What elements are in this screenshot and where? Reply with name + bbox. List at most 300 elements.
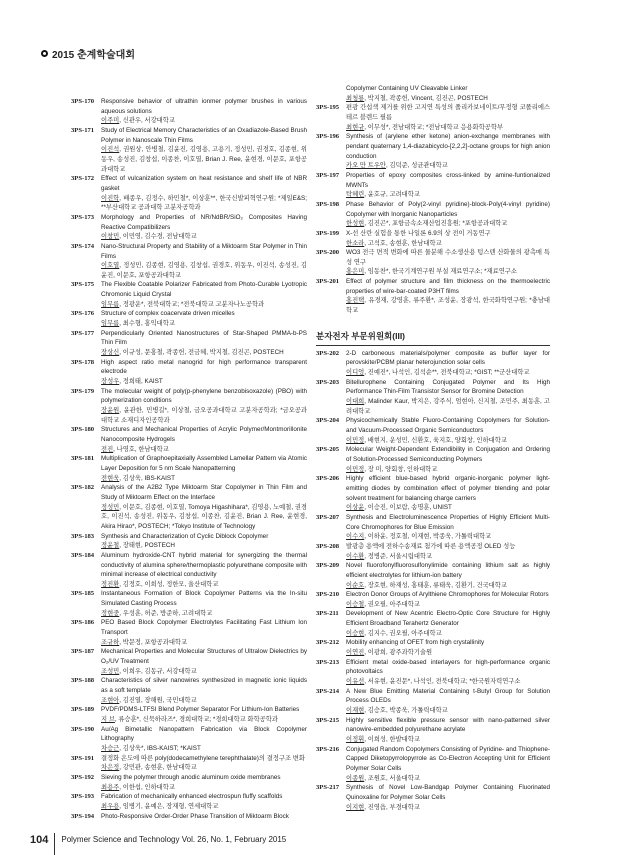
entry-authors	[346, 581, 550, 591]
entry-authors	[101, 696, 307, 706]
presenting-author: 조현아	[101, 696, 120, 704]
co-authors: , 이희우, 김동규, 서강대학교	[119, 667, 197, 675]
entry-body	[101, 532, 307, 551]
entry-body	[101, 358, 307, 387]
co-authors: , 이무성*, 전남대학교; *전남대학교 응용화학공학부	[364, 123, 504, 131]
abstract-entry	[71, 358, 307, 387]
abstract-entry	[316, 277, 550, 316]
co-authors: , 유경재, 강영훈, 류주환*, 조성윤, 장광석, 한국화학연구원; *충남대학교	[346, 297, 550, 315]
co-authors: , 박지철, 곽종헌, Vincent, 김진곤, POSTECH	[364, 94, 488, 102]
entry-body	[101, 589, 307, 618]
entry-id: 3PS-171	[71, 126, 95, 134]
abstract-entry	[316, 638, 550, 657]
entry-authors	[101, 763, 307, 773]
circle-bullet-icon	[41, 50, 48, 57]
entry-id: 3PS-204	[316, 417, 340, 425]
co-authors: , 김상욱*, IBS-KAIST; *KAIST	[119, 744, 201, 752]
co-authors: , 조원호, 서울대학교	[364, 774, 420, 782]
abstract-entry	[71, 792, 307, 811]
entry-authors	[101, 783, 307, 793]
co-authors: , 권오필, 아주대학교	[364, 600, 420, 608]
entry-title: Analysis of the A2B2 Type Miktoarm Star Copolymer in Thin Film and Study of Miktoarm Effect on the Interface	[101, 484, 307, 501]
entry-title: Nano-Structural Property and Stability of a Miktoarm Star Polymer in Thin Films	[101, 242, 307, 260]
abstract-entry	[71, 532, 307, 551]
co-authors: , 이하윤, 정호철, 이재현, 박종욱, 가톨릭대학교	[364, 533, 492, 541]
entry-authors	[346, 296, 550, 315]
entry-id: 3PS-184	[71, 551, 95, 559]
abstract-entry	[316, 590, 550, 609]
co-authors: , 장호현, 하재성, 홍태훈, 류태욱, 김환기, 건국대학교	[364, 581, 507, 589]
abstract-entry	[316, 783, 550, 812]
abstract-entry	[71, 280, 307, 309]
entry-authors	[101, 503, 307, 532]
co-authors: , 권원상, 안병철, 김윤진, 김영용, 고용기, 정성민, 권경호, 김종현, 위동우, 송성진, 김창섭, 이종찬, 이호열, Brian J. Ree, 윤현경, 이문호, 포항공과대학교	[101, 146, 307, 173]
entry-authors	[346, 600, 550, 610]
entry-authors	[346, 706, 550, 716]
co-authors: , 임동찬*, 한국기계연구원 부설 재료연구소; *재료연구소	[364, 268, 517, 276]
entry-authors	[101, 145, 307, 174]
entry-authors	[101, 319, 307, 329]
entry-authors	[346, 774, 550, 784]
presenting-author: 최청룡	[346, 94, 365, 102]
abstract-entry	[71, 589, 307, 618]
entry-authors	[346, 94, 550, 104]
entry-title: WO3 전극 면적 변화에 따른 물분해 수소생산용 텅스텐 산화물의 광촉매 특성 연구	[346, 249, 550, 266]
presenting-author: 이정휘	[346, 736, 365, 743]
entry-id: 3PS-210	[316, 591, 340, 599]
entry-id: 3PS-170	[71, 98, 95, 105]
entry-body	[346, 416, 550, 445]
entry-title: Properties of epoxy composites cross-linked by amine-funtionalized MWNTs	[346, 171, 550, 189]
co-authors: , 정희태, KAIST	[119, 378, 163, 386]
entry-id: 3PS-188	[71, 677, 95, 685]
abstract-entry	[316, 349, 550, 378]
presenting-author: 이민정	[346, 465, 365, 473]
entry-id: 3PS-207	[316, 513, 340, 521]
entry-title: High aspect ratio metal nanogrid for high performance transparent electrode	[101, 358, 307, 376]
abstract-entry	[316, 200, 550, 229]
presenting-author: 홍은미	[346, 268, 365, 276]
entry-authors	[101, 116, 307, 126]
section-heading: 분자전자 부문위원회(III)	[316, 330, 550, 346]
co-authors: , 김정호, 이희성, 정한모, 울산대학교	[119, 580, 219, 588]
presenting-author: 정성민	[101, 503, 120, 511]
abstract-entry	[71, 309, 307, 328]
entry-title: Physicochemically Stable Fluoro-Containing Copolymers for Solution- and Vacuum-Processed Organic Semiconductors	[346, 417, 550, 434]
entry-title: The molecular weight of poly(p-phenylene benzobisoxazole) (PBO) with polymerization conditions	[101, 387, 307, 405]
presenting-author: 정진환	[101, 580, 120, 588]
entry-id: 3PS-180	[71, 426, 95, 434]
entry-title: Highly efficient blue-based hybrid organic-inorganic polymer light-emitting diodes by combination effect of polymer blending and polar solvent treatment for balancing charge carriers	[346, 475, 550, 502]
entry-id: 3PS-212	[316, 639, 340, 647]
entry-id: 3PS-196	[316, 133, 340, 141]
co-authors: , 이규성, 문홍철, 곽종헌, 전금혜, 박지철, 김진곤, POSTECH	[119, 349, 284, 357]
entry-body	[346, 474, 550, 513]
entry-id: 3PS-183	[71, 532, 95, 540]
entry-authors	[346, 436, 550, 446]
presenting-author: 한소라	[346, 239, 365, 247]
co-authors: , 신관우, 서강대학교	[119, 117, 175, 125]
entry-id: 3PS-177	[71, 329, 95, 337]
entry-authors	[346, 503, 550, 513]
presenting-author: 이주미	[101, 117, 120, 125]
entry-body	[101, 425, 307, 454]
entry-authors	[101, 474, 307, 484]
entry-title: Effect of polymer structure and film thickness on the thermoelectric properties of wire-bar-coated P3HT films	[346, 278, 550, 295]
presenting-author: 차은정	[101, 764, 120, 772]
presenting-author: 이연진	[346, 649, 365, 657]
co-authors: , 고석호, 송현훈, 한남대학교	[364, 239, 442, 247]
entry-id: 3PS-198	[316, 200, 340, 208]
presenting-author: 임무름	[101, 300, 120, 308]
abstract-entry	[316, 542, 550, 561]
entry-title: Molecular Weight-Dependent Extendibility in Conjugation and Ordering of Solution-Processed Semiconducting Polymers	[346, 446, 550, 463]
entry-authors	[101, 802, 307, 812]
entry-title: Development of New Acentric Electro-Optic Core Structure for Highly Efficient Broadband Terahertz Generator	[346, 610, 550, 628]
co-authors: , 이희성, 한밭대학교	[364, 736, 420, 743]
entry-id: 3PS-203	[316, 378, 340, 386]
entry-id: 3PS-172	[71, 175, 95, 183]
entry-body	[346, 277, 550, 316]
presenting-author: 이순호	[346, 581, 365, 589]
abstract-entry	[316, 745, 550, 784]
abstract-entry	[316, 687, 550, 716]
entry-title: Phase Behavior of Poly(2-vinyl pyridine)-block-Poly(4-vinyl pyridine) Copolymer with Inorganic Nanoparticles	[346, 200, 550, 218]
co-authors: , 장태현, POSTECH	[119, 542, 175, 550]
entry-body	[346, 103, 550, 132]
entry-authors	[101, 348, 307, 358]
co-authors: , Malinder Kaur, 박지은, 강주식, 엄현아, 신지철, 조민주, 최동훈, 고려대학교	[346, 398, 550, 415]
entry-id: 3PS-187	[71, 648, 95, 656]
abstract-entry	[71, 387, 307, 426]
entry-authors	[101, 377, 307, 387]
abstract-entry	[71, 329, 307, 358]
entry-id: 3PS-209	[316, 562, 340, 570]
entry-id: 3PS-178	[71, 358, 95, 366]
presenting-author: 임무름	[101, 320, 120, 328]
presenting-author: 이진석	[101, 146, 120, 154]
entry-title: Fabrication of mechanically enhanced electrospun fluffy scaffolds	[101, 793, 283, 801]
abstract-entry	[71, 242, 307, 281]
page-footer	[30, 833, 350, 855]
entry-body	[101, 754, 307, 773]
presenting-author: 장상신	[101, 349, 120, 357]
presenting-author: 장성우	[101, 378, 120, 386]
entry-title: Electron Donor Groups of Arylthiene Chromophores for Molecular Rotors	[346, 591, 549, 599]
abstract-entry	[71, 97, 307, 126]
co-authors: , 김상욱, IBS-KAIST	[119, 474, 175, 482]
entry-title: Photo-Responsive Order-Order Phase Transition of Miktoarm Block	[101, 812, 289, 820]
entry-body	[346, 561, 550, 590]
entry-id: 3PS-185	[71, 590, 95, 598]
entry-body	[346, 248, 550, 277]
entry-authors	[346, 219, 550, 229]
entry-body	[346, 132, 550, 171]
presenting-author: 이민정	[346, 436, 365, 444]
entry-authors	[101, 715, 307, 725]
presenting-author: 이창민	[101, 233, 120, 241]
entry-body	[346, 200, 550, 229]
entry-authors	[346, 552, 550, 562]
entry-title: Sieving the polymer through anodic aluminum oxide membranes	[101, 773, 281, 781]
abstract-entry	[316, 513, 550, 542]
co-authors: , 이승진, 이보람, 송명훈, UNIST	[364, 504, 452, 512]
entry-id: 3PS-176	[71, 310, 95, 318]
entry-body	[101, 213, 307, 242]
entry-title: Synthesis of Novel Low-Bandgap Polymer Containing Fluorinated Quinoxaline for Polymer Solar Cells	[346, 784, 550, 801]
entry-body	[101, 387, 307, 426]
abstract-entry	[316, 561, 550, 590]
entry-id: 3PS-190	[71, 725, 95, 733]
presenting-author: 전진	[101, 445, 114, 453]
abstract-entry	[316, 445, 550, 474]
entry-title: 결정화 온도에 따른 poly(dodecamethylene terephthalate)의 결정구조 변화	[101, 754, 305, 762]
entry-authors	[346, 267, 550, 277]
co-authors: , 장 미, 양회창, 인하대학교	[364, 465, 438, 473]
co-authors: , 이문호, 김종현, 이호열, Tomoya Higashihara*, 김영용, 노예철, 권경호, 이진석, 송성진, 위동우, 김창섭, 이종찬, 김윤진, Brian J. Ree, 윤현경, Akira Hirao*, POSTECH; *Tokyo Institute of Technology	[101, 503, 308, 530]
entry-title: PEO Based Block Copolymer Electrolytes Facilitating Fast Lithium Ion Transport	[101, 619, 307, 637]
entry-title: Morphology and Properties of NR/NdBR/SiO₂ Composites Having Reactive Compatibilizers	[101, 213, 307, 231]
entry-id: 3PS-202	[316, 349, 340, 357]
co-authors: , 나영호, 한남대학교	[113, 445, 169, 453]
entry-body	[101, 242, 307, 281]
abstract-entry	[316, 716, 550, 745]
abstract-entry	[71, 754, 307, 773]
entry-authors	[346, 677, 550, 687]
presenting-author: 이유선	[346, 678, 365, 686]
entry-authors	[101, 406, 307, 425]
abstract-entry	[316, 229, 550, 248]
entry-title: Highly sensitive flexible pressure sensor with nano-patterned silver nanowire-embedded polyurethane acrylate	[346, 716, 550, 734]
entry-body	[346, 745, 550, 784]
presenting-author: 이수지	[346, 533, 365, 541]
entry-authors	[346, 397, 550, 416]
entry-id: 3PS-197	[316, 171, 340, 179]
entry-authors	[101, 261, 307, 280]
entry-title: Synthesis and Electroluminescence Properties of Highly Efficient Multi-Core Chromophores for Blue Emission	[346, 513, 550, 531]
entry-id: 3PS-192	[71, 773, 95, 781]
entry-body	[101, 705, 307, 724]
entry-authors	[346, 123, 550, 133]
entry-body	[101, 551, 307, 590]
entry-body	[346, 590, 550, 609]
entry-id: 3PS-211	[316, 610, 339, 618]
entry-id: 3PS-186	[71, 619, 95, 627]
entry-authors	[101, 609, 307, 619]
entry-title: Synthesis of (arylene ether ketone) anion-exchange membranes with pendant quaternary 1,4-diazabicyclo-[2,2,2]-octane groups for high anion conduction	[346, 133, 550, 160]
co-authors: , 정성민, 김종현, 김영용, 김창섭, 권경호, 위동우, 이진석, 송성진, 김윤진, 이문호, 포항공과대학교	[101, 262, 307, 279]
entry-body	[101, 454, 307, 483]
entry-id: 3PS-189	[71, 706, 95, 714]
entry-id: 3PS-201	[316, 278, 340, 286]
presenting-author: 최현규	[346, 123, 365, 131]
entry-id: 3PS-206	[316, 475, 340, 483]
entry-id: 3PS-181	[71, 455, 95, 463]
entry-title: Novel fluorofonylfluorosulfonylimide containing lithium salt as highly efficient electrolytes for lithium-ion battery	[346, 562, 550, 579]
entry-authors	[101, 667, 307, 677]
entry-body	[346, 229, 550, 248]
entry-authors	[346, 735, 550, 745]
abstract-entry	[71, 425, 307, 454]
presenting-author: 최우용	[101, 802, 120, 810]
entry-id: 3PS-191	[71, 754, 95, 762]
co-authors: , 임병기, 윤예은, 장재형, 연세대학교	[119, 802, 219, 810]
continued-entry	[316, 84, 550, 103]
co-authors: , 진영읍, 부경대학교	[364, 803, 420, 811]
entry-id: 3PS-199	[316, 229, 340, 237]
presenting-author: 이승철	[346, 600, 365, 608]
entry-title: 2-D carboneous materials/polymer composite as buffer layer for perovskite/PCBM planar heterojunction solar cells	[346, 349, 550, 367]
presenting-author: 지 브	[101, 716, 115, 723]
co-authors: , 김덕준, 성균관대학교	[386, 162, 448, 170]
page-number: 104	[30, 834, 49, 847]
header-title: 2015 춘계학술대회	[52, 50, 135, 61]
entry-title: Bitellurophene Containing Conjugated Polymer and Its High Performance Thin-Film Transistor Sensor for Bromine Detection	[346, 378, 550, 396]
entry-body	[101, 483, 307, 531]
entry-body	[346, 609, 550, 638]
entry-body	[346, 171, 550, 200]
presenting-author: 이호열	[101, 262, 120, 270]
entry-authors	[101, 300, 307, 310]
entry-id: 3PS-205	[316, 446, 340, 454]
entry-authors	[101, 445, 307, 455]
entry-id: 3PS-182	[71, 484, 95, 492]
entry-title: 편광 간섭색 제거를 위한 고지연 특성의 폴리카보네이트/무정형 코폴리에스테르 블렌드 필름	[346, 104, 550, 121]
entry-id: 3PS-214	[316, 687, 340, 695]
entry-body	[101, 725, 307, 754]
entry-body	[346, 687, 550, 716]
entry-body	[101, 174, 307, 213]
presenting-author: 카오 만 트우안	[346, 162, 386, 170]
co-authors: , 김진열, 장해원, 국민대학교	[119, 696, 197, 704]
presenting-author: 이상윤	[346, 504, 365, 512]
entry-title: Mobility enhancing of OFET from high crystallinity	[346, 639, 485, 647]
entry-id: 3PS-217	[316, 784, 340, 792]
entry-title: Characteristics of silver nanowires synthesized in magnetic ionic liquids as a soft template	[101, 677, 307, 695]
entry-title: Structures and Mechanical Properties of Acrylic Polymer/Montmorillonite Nanocomposite Hydrogels	[101, 426, 307, 443]
abstract-entry	[71, 676, 307, 705]
entry-body	[346, 349, 550, 378]
co-authors: , 서유현, 윤진문*, 나석인, 전북대학교; *한국원자력연구소	[364, 678, 521, 686]
entry-title: Perpendicularly Oriented Nanostructures of Star-Shaped PMMA-b-PS Thin Film	[101, 329, 307, 347]
entry-body	[346, 783, 550, 812]
co-authors: , 김진곤*, 포항금속소재산업진흥원; *포항공과대학교	[364, 220, 508, 228]
entry-authors	[346, 239, 550, 249]
entry-id: 3PS-175	[71, 281, 95, 289]
entry-title: A New Blue Emitting Material Containing t-Butyl Group for Solution Process OLEDs	[346, 687, 550, 705]
entry-authors	[346, 648, 550, 658]
co-authors: , 김승호, 박종욱, 가톨릭대학교	[364, 707, 448, 715]
presenting-author: 이대희	[346, 398, 365, 406]
presenting-author: 한성현	[346, 220, 365, 228]
abstract-entry	[316, 416, 550, 445]
abstract-entry	[71, 126, 307, 174]
entry-body	[346, 716, 550, 745]
entry-authors	[346, 803, 550, 813]
entry-id: 3PS-215	[316, 716, 340, 724]
presenting-author: 홍진택	[346, 297, 365, 305]
presenting-author: 장윤원	[101, 407, 120, 414]
entry-id: 3PS-216	[316, 745, 340, 753]
entry-authors	[101, 744, 307, 754]
entry-title: Synthesis and Characterization of Cyclic Diblock Copolymer	[101, 532, 269, 540]
abstract-entry	[71, 618, 307, 647]
presenting-author: 조성민	[101, 667, 120, 675]
left-column	[30, 97, 308, 855]
abstract-entry	[316, 103, 550, 132]
entry-id: 3PS-193	[71, 793, 95, 801]
presenting-author: 이재현	[346, 707, 365, 715]
abstract-entry	[71, 213, 307, 242]
abstract-entry	[71, 725, 307, 754]
abstract-entry	[71, 174, 307, 213]
footer-divider	[54, 833, 55, 855]
entry-body	[346, 378, 550, 417]
abstract-entry	[71, 647, 307, 676]
co-authors: , 박문정, 포항공과대학교	[119, 638, 188, 646]
abstract-entry	[316, 171, 550, 200]
presenting-author: 이승현	[346, 629, 365, 637]
entry-title: X-선 산란 실험을 통한 나일론 6.9의 상 전이 거동연구	[346, 229, 491, 237]
co-authors: , 윤호규, 고려대학교	[364, 191, 420, 199]
entry-id: 3PS-179	[71, 387, 95, 395]
co-authors: , 류승훈*, 신묵하라즈*, 경희대학교; *경희대학교 화학공학과	[114, 716, 278, 723]
entry-authors	[101, 194, 307, 213]
co-authors: , 우성훈, 허준, 방준하, 고려대학교	[119, 609, 213, 617]
presenting-author: 전현욱	[101, 474, 120, 482]
abstract-entry	[316, 609, 550, 638]
co-authors: , 최수형, 홍익대학교	[119, 320, 175, 328]
co-authors: , 김지수, 권오필, 아주대학교	[364, 629, 442, 637]
abstract-entry	[316, 132, 550, 171]
co-authors: , 이민영, 김수경, 전남대학교	[119, 233, 197, 241]
entry-authors	[346, 465, 550, 475]
entry-authors	[101, 638, 307, 648]
entry-title: Aluminum hydroxide-CNT hybrid material for synergizing the thermal conductivity of alumina sphere/thermoplastic polyurethane composite with minimal increase of electrical conductivity	[101, 551, 307, 579]
entry-title: The Flexible Coatable Polarizer Fabricated from Photo-Curable Lyotropic Chromonic Liquid Crystal	[101, 281, 307, 299]
entry-authors	[346, 190, 550, 200]
presenting-author: 이수환	[346, 552, 365, 560]
journal-citation: Polymer Science and Technology Vol. 26, No. 1, February 2015	[61, 835, 287, 845]
entry-id: 3PS-174	[71, 242, 95, 250]
page-header	[41, 46, 135, 61]
presenting-author: 최용주	[101, 783, 120, 791]
presenting-author: 이진학	[101, 194, 120, 202]
abstract-entry	[316, 248, 550, 277]
entry-title: Multiplication of Graphoepitaxially Assembled Lamellar Pattern via Atomic Layer Deposition for 5 nm Scale Nanopatterning	[101, 455, 307, 472]
entry-id: 3PS-208	[316, 542, 340, 550]
entry-body	[101, 812, 307, 822]
entry-authors	[101, 232, 307, 242]
entry-title: Structure of complex coacervate driven micelles	[101, 310, 235, 318]
entry-title: 발광층 용액에 전하수송재료 첨가에 따른 용액공정 OLED 성능	[346, 542, 516, 550]
presenting-author: 조규하	[101, 638, 120, 646]
entry-body	[101, 773, 307, 792]
entry-body	[346, 542, 550, 561]
presenting-author: 이디엉	[346, 369, 365, 377]
entry-title: Responsive behavior of ultrathin ionmer polymer brushes in various aqueous solutions	[101, 98, 307, 115]
entry-id: 3PS-213	[316, 658, 340, 666]
co-authors: , 정병준, 서울시립대학교	[364, 552, 433, 560]
entry-body	[101, 647, 307, 676]
co-authors: , 윤관한, 민병길*, 이상철, 금오공과대학교 고분자공학과; *금오공과대학교 소재디자인공학과	[101, 407, 307, 424]
right-column	[316, 84, 550, 812]
co-authors: , 진예진*, 나석인, 김석순**, 전북대학교; *GIST; **군산대학교	[364, 369, 530, 377]
entry-body	[346, 658, 550, 687]
co-authors: , 이한섭, 인하대학교	[119, 783, 175, 791]
abstract-entry	[71, 551, 307, 590]
entry-title: Mechanical Properties and Molecular Structures of Ultralow Dielectrics by O₂/UV Treatment	[101, 648, 307, 666]
